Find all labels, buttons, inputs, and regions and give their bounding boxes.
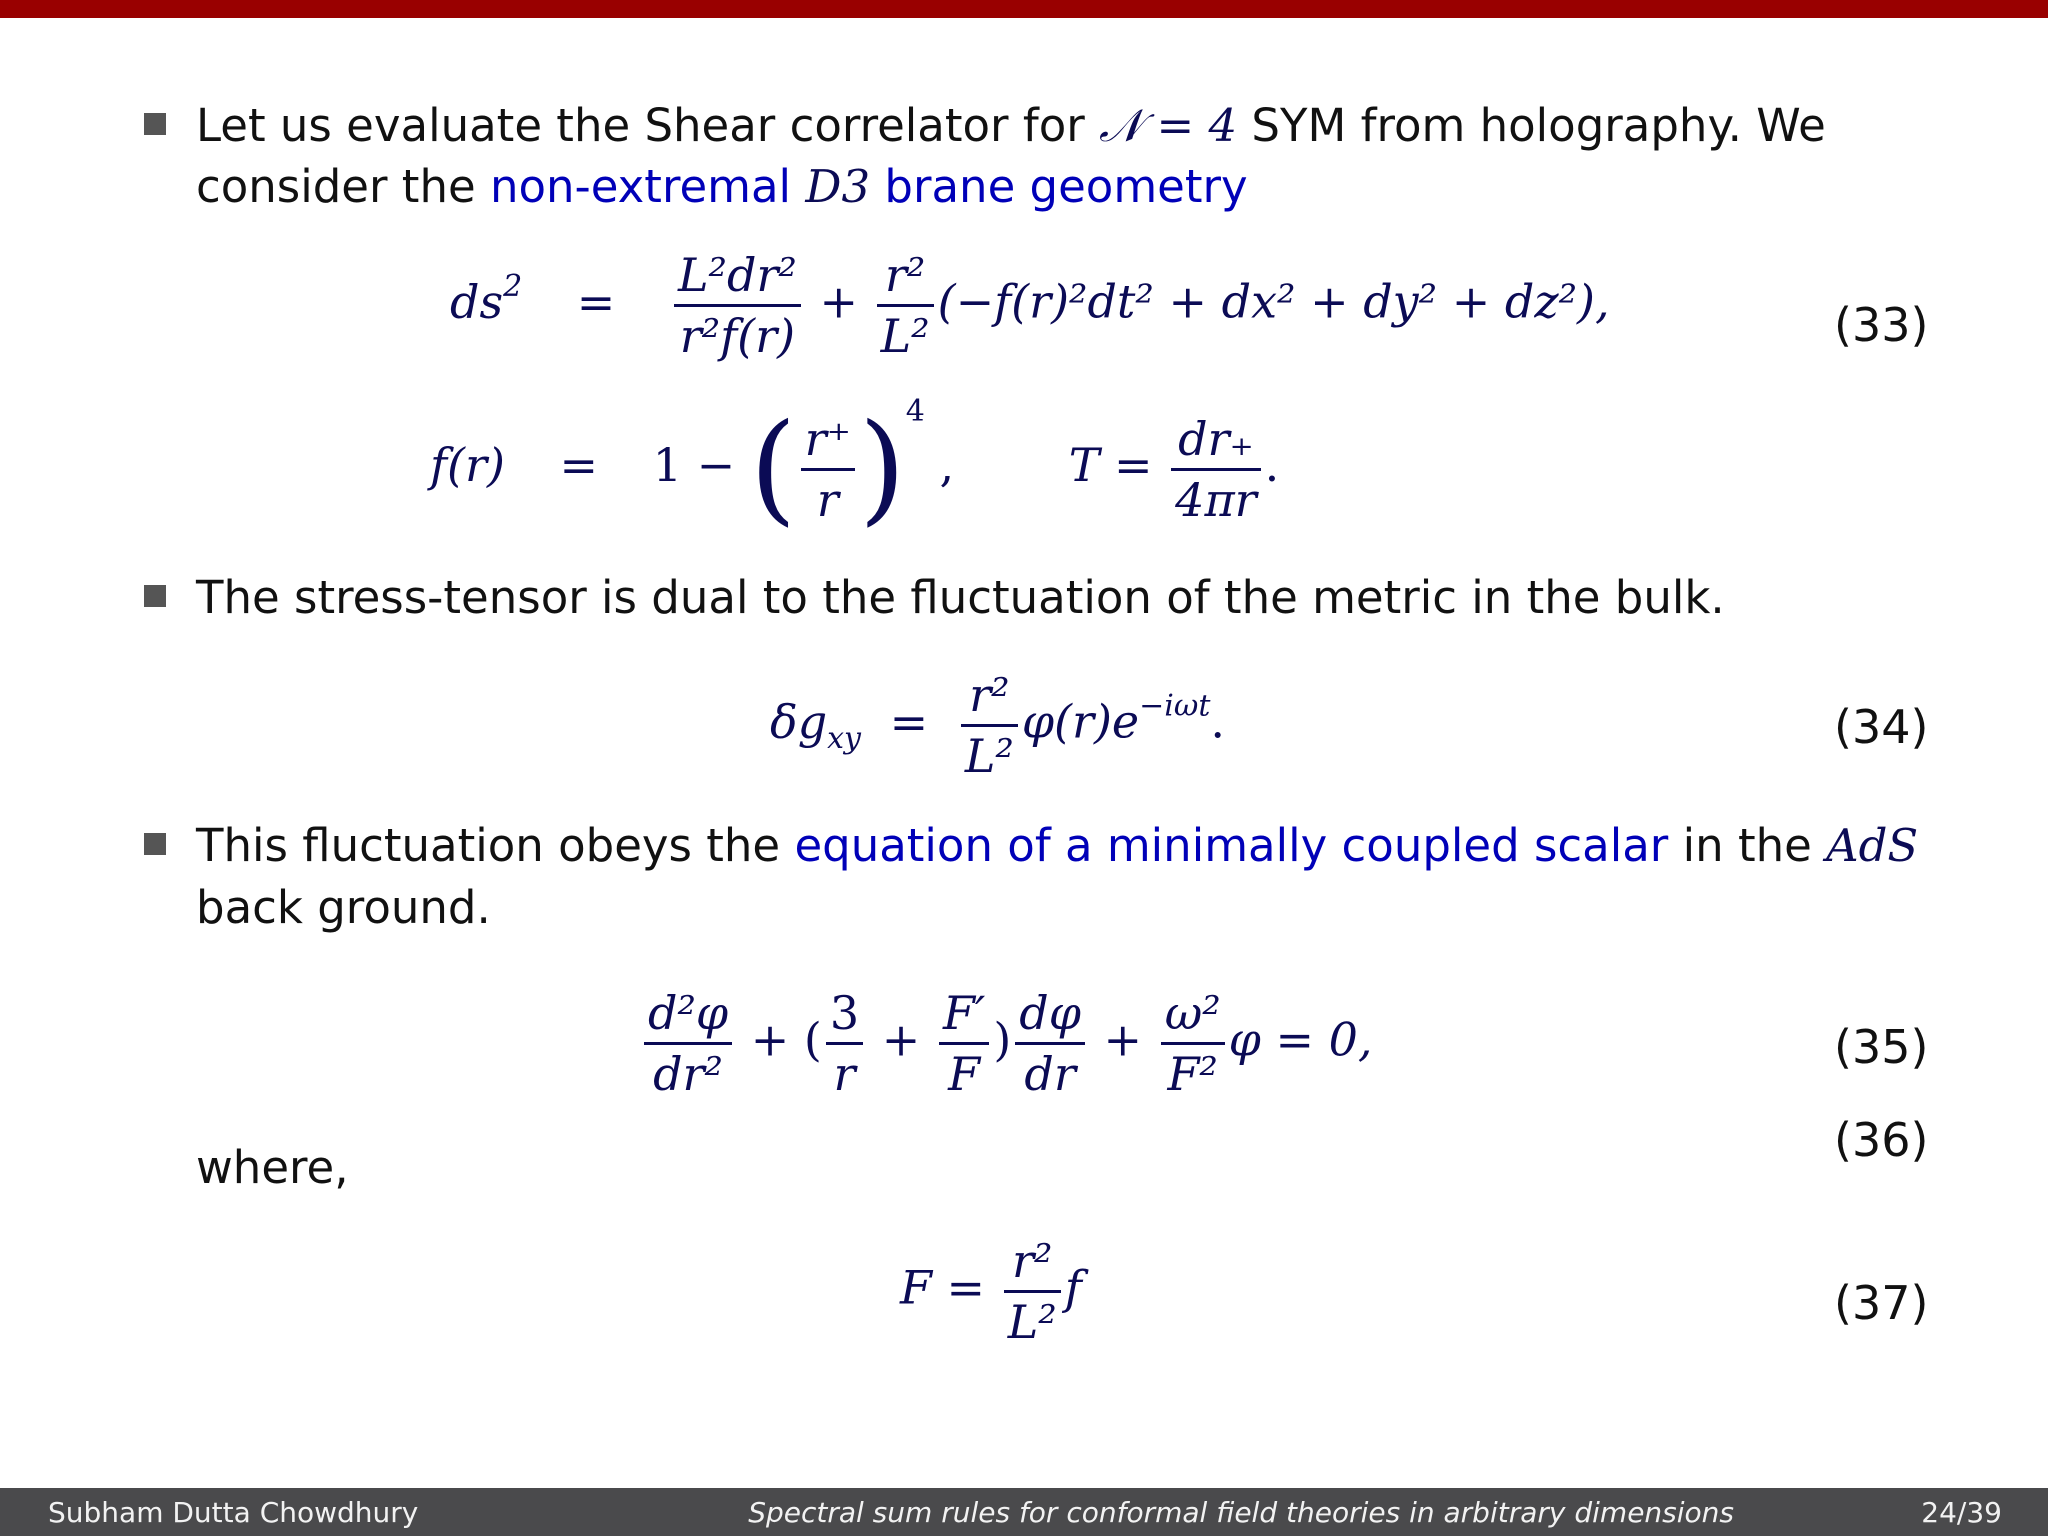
eq35-tail: φ = 0, <box>1228 1012 1373 1067</box>
eq35-fraction-3: $\frac{F'}{F}$ <box>939 990 989 1097</box>
equation-37 <box>900 1234 1082 1349</box>
eq34-rhs: φ(r)e <box>1021 694 1140 749</box>
eq33-plus: + <box>819 274 858 329</box>
temperature-dot: . <box>1264 438 1280 492</box>
equation-number-37: (37) <box>1834 1276 1929 1330</box>
fr-paren-fraction: $\frac{r^+}{r}$ <box>801 416 855 523</box>
bullet-1-highlight-a: non-extremal <box>489 160 792 213</box>
footer-bar <box>0 1488 2048 1536</box>
equation-33 <box>450 248 1610 363</box>
bullet-1-text-a: Let us evaluate the Shear correlator for <box>196 99 1085 152</box>
equation-35 <box>640 986 1373 1101</box>
equation-number-34: (34) <box>1834 700 1929 754</box>
eq33-tail: (−f(r)²dt² + dx² + dy² + dz²), <box>937 274 1610 329</box>
left-paren-icon: ( <box>749 399 797 538</box>
fr-equals: = <box>559 438 599 492</box>
temperature-lhs: T = <box>1068 438 1153 492</box>
bullet-1-highlight-b: brane geometry <box>884 160 1248 213</box>
bullet-2-text: The stress-tensor is dual to the fluctuation of the metric in the bulk. <box>196 571 1725 624</box>
bullet-1-line-1 <box>196 96 1826 156</box>
bullet-marker <box>144 113 166 135</box>
equation-34 <box>770 668 1226 783</box>
eq35-plus-2: + <box>1103 1012 1143 1067</box>
equation-number-35: (35) <box>1834 1020 1929 1074</box>
bullet-1-math-n4: 𝒩 = 4 <box>1099 99 1238 152</box>
eq37-rhs: f <box>1064 1260 1082 1315</box>
eq35-fraction-5: $\frac{\text{ω²}}{\text{F²}}$ <box>1161 990 1225 1097</box>
bullet-1-highlight-math: D3 <box>805 160 871 213</box>
eq34-equals: = <box>889 694 929 749</box>
bullet-3-text-a: This fluctuation obeys the <box>196 819 781 872</box>
bullet-3-math-ads: AdS <box>1826 819 1919 872</box>
bullet-3-line-2: back ground. <box>196 881 491 934</box>
bullet-1-text-c: consider the <box>196 160 476 213</box>
eq33-fraction-2: $\frac{\text{r²}}{\text{L²}}$ <box>877 252 934 359</box>
eq33-equals: = <box>576 274 616 329</box>
eq34-lhs: $\delta g_{xy}$ <box>770 694 862 756</box>
eq35-fraction-2: $\frac{3}{r}$ <box>826 990 863 1097</box>
eq35-plus-open: + ( <box>750 1012 822 1067</box>
eq33-lhs: $ds^2$ <box>450 268 523 329</box>
bullet-marker <box>144 833 166 855</box>
eq37-lhs: F = <box>900 1260 986 1315</box>
right-paren-icon: ) <box>858 399 906 538</box>
eq34-exponent: −iωt <box>1139 688 1211 724</box>
equation-f-of-r <box>430 394 1280 538</box>
bullet-1-line-2 <box>196 157 1248 217</box>
eq35-close: ) <box>993 1012 1012 1067</box>
eq33-fraction-1: $\frac{\text{L²dr²}}{\text{r²f(r)}}$ <box>674 252 801 359</box>
eq37-fraction: $\frac{\text{r²}}{\text{L²}}$ <box>1004 1238 1061 1345</box>
where-text: where, <box>196 1141 349 1194</box>
eq34-fraction: $\frac{\text{r²}}{\text{L²}}$ <box>961 672 1018 779</box>
fr-comma: , <box>939 438 955 492</box>
footer-title: Spectral sum rules for conformal field theories in arbitrary dimensions <box>748 1496 1734 1529</box>
bullet-1-text-b: SYM from holography. We <box>1251 99 1826 152</box>
equation-number-33: (33) <box>1834 298 1929 352</box>
eq34-dot: . <box>1210 694 1226 749</box>
footer-author: Subham Dutta Chowdhury <box>48 1496 419 1529</box>
fr-power: 4 <box>905 394 925 429</box>
temperature-fraction: $\frac{dr_+}{4\pi r}$ <box>1171 416 1261 523</box>
bullet-3-highlight: equation of a minimally coupled scalar <box>794 819 1669 872</box>
bullet-3-text-b: in the <box>1682 819 1812 872</box>
eq35-fraction-1: $\frac{\text{d²φ}}{\text{dr²}}$ <box>644 990 732 1097</box>
footer-page-number: 24/39 <box>1921 1496 2002 1529</box>
fr-lhs: f(r) <box>430 438 505 492</box>
equation-number-36: (36) <box>1834 1113 1929 1167</box>
eq35-fraction-4: $\frac{d\varphi}{dr}$ <box>1015 990 1085 1097</box>
eq35-plus: + <box>881 1012 921 1067</box>
fr-one-minus: 1 − <box>652 438 736 492</box>
bullet-3-line-1 <box>196 816 1918 876</box>
header-bar <box>0 0 2048 18</box>
bullet-marker <box>144 585 166 607</box>
